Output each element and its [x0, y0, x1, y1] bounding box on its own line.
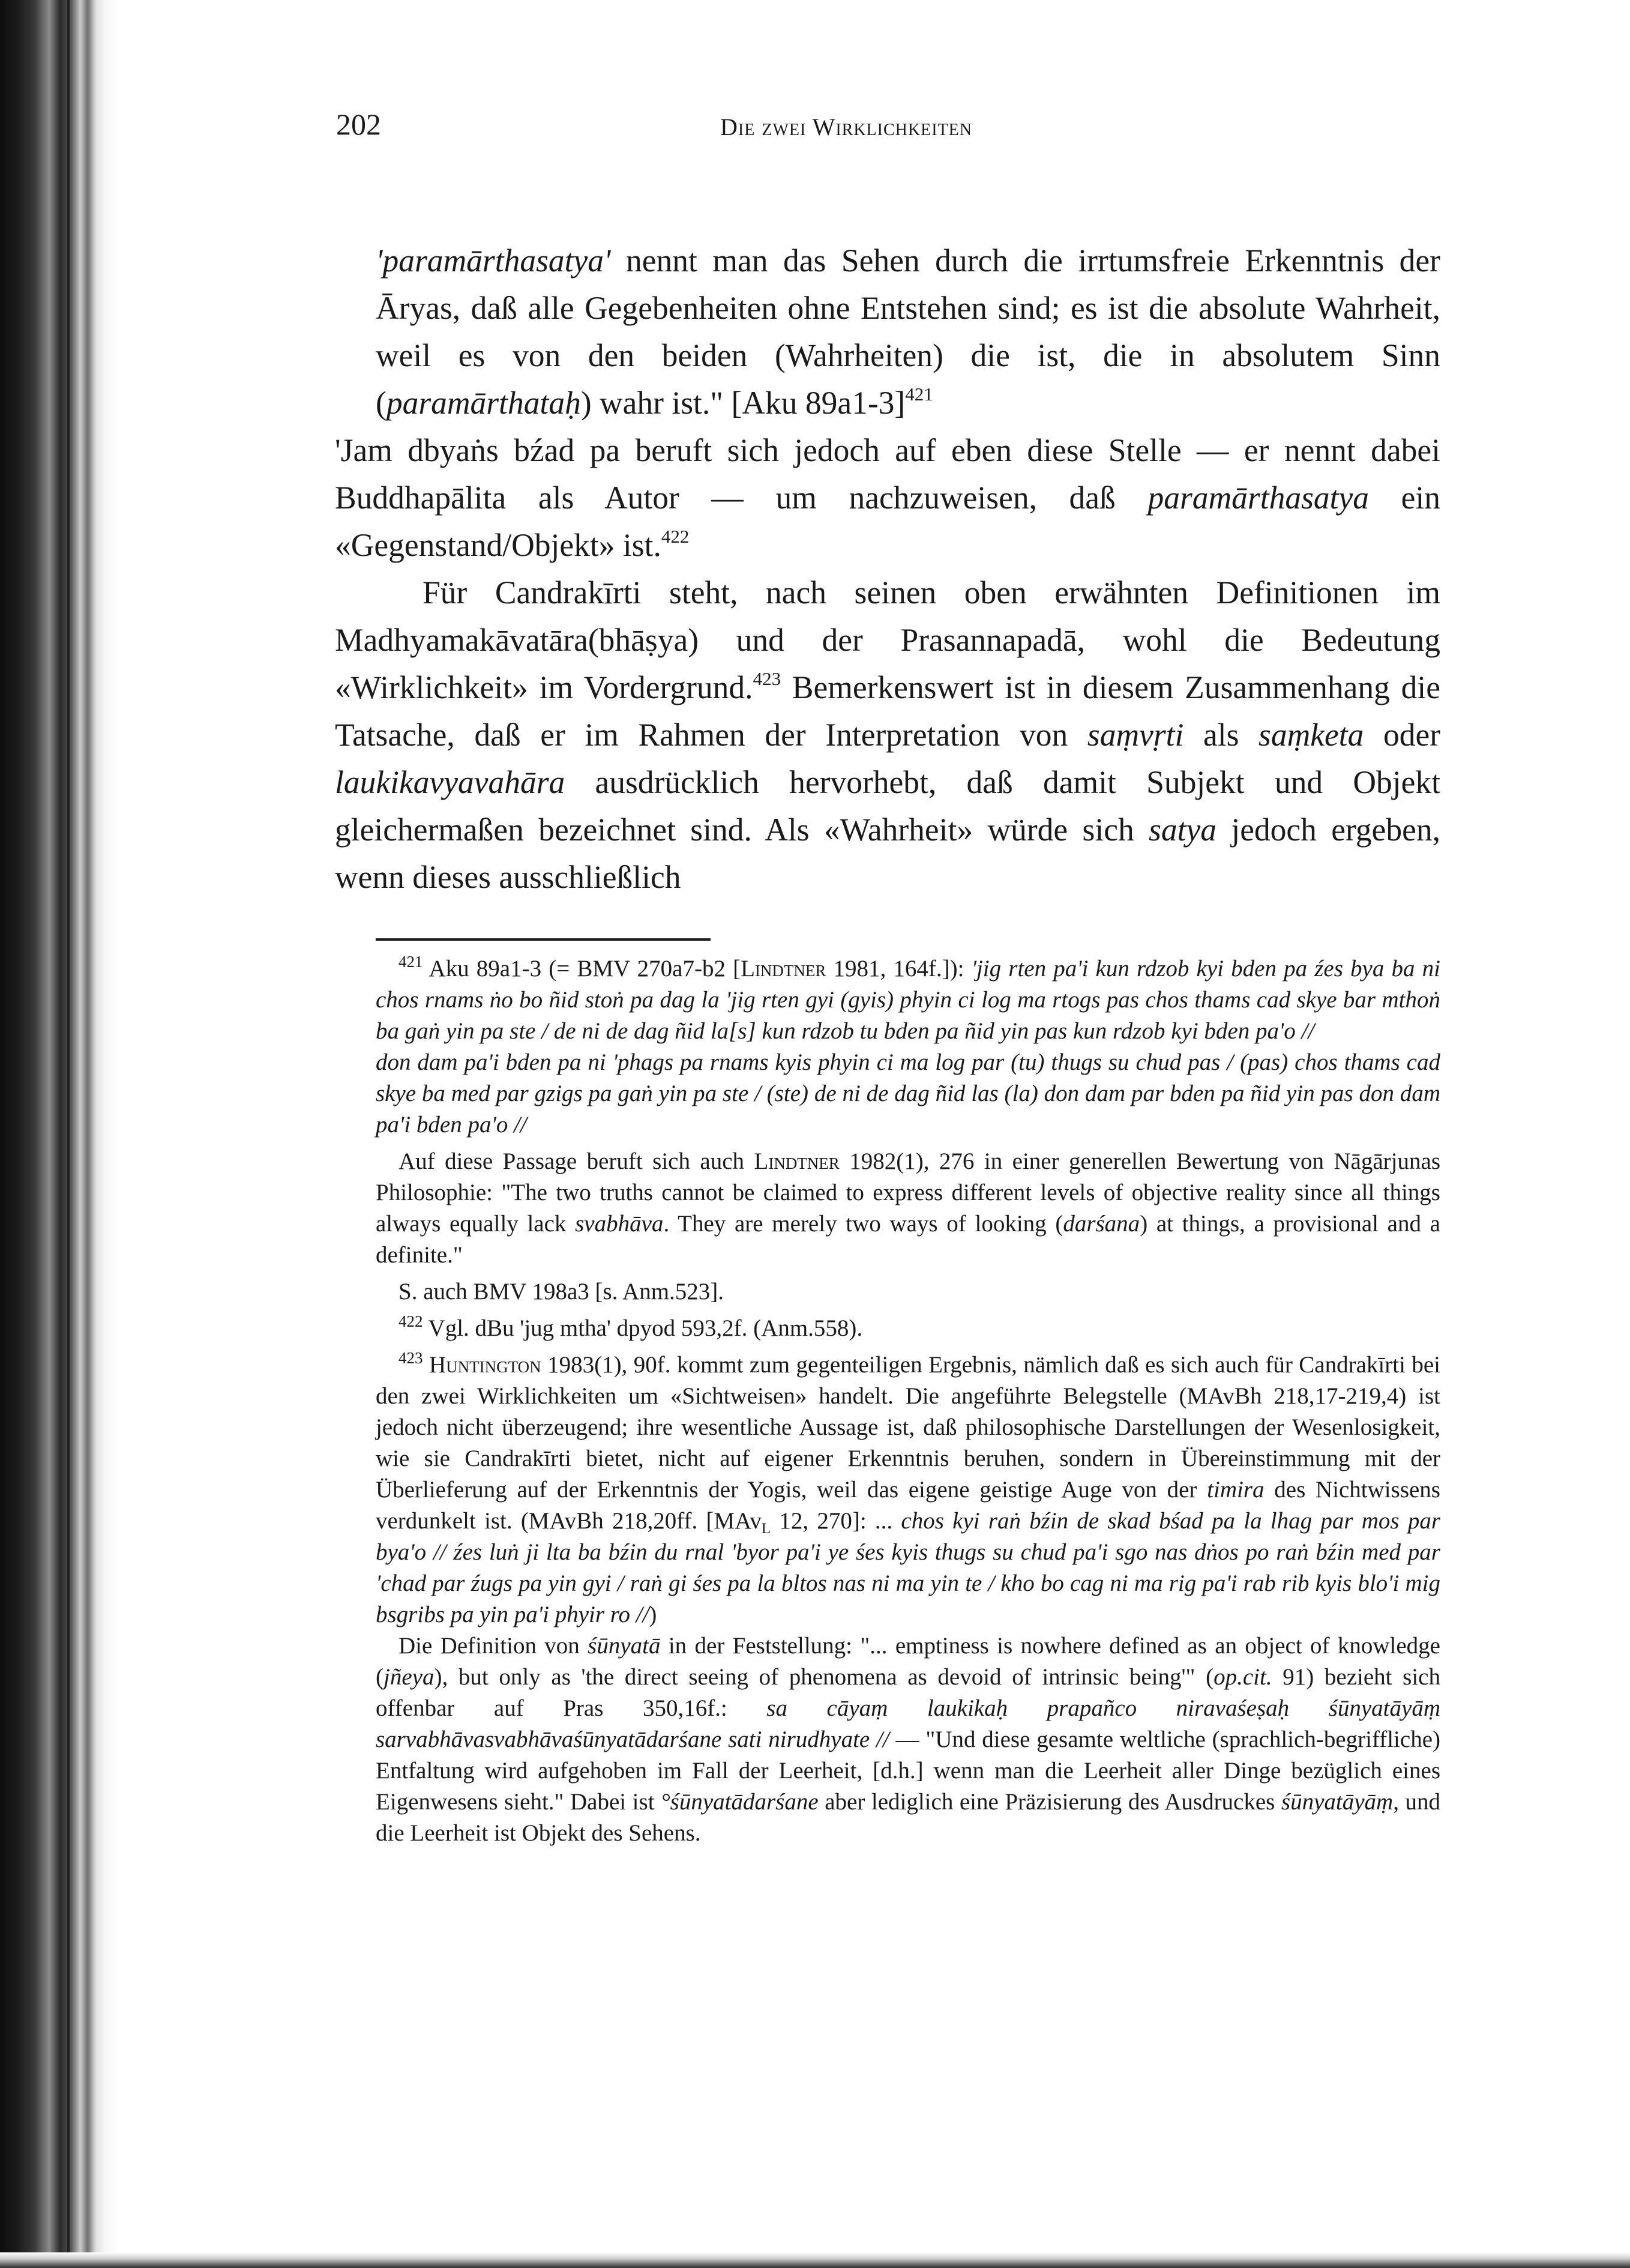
footnotes: [376, 953, 1440, 1854]
footnote-421-para-3: S. auch BMV 198a3 [s. Anm.523].: [398, 1279, 724, 1304]
paragraph-1-text: 'Jam dbyaṅs bźad pa beruft sich jedoch auf eben diese Stelle — er nennt dabei Buddhapālita als Autor — um nachzuweisen, daß: [335, 432, 1440, 516]
fn423-text: 1983(1), 90f. kommt zum gegenteiligen Ergebnis, nämlich daß es sich auch für Candrakīrti bei den zwei Wirklichkeiten um «Sichtweisen» handelt. Die angeführte Belegstelle (MAvBh 218,17-219,4) ist jedoch nicht überzeugend; ihre wesentliche Aussage ist, daß philosophische Darstellungen der Wesenlosigkeit, wie sie Candrakīrti bietet, nicht auf eigener Erkenntnis beruhen, sondern in Übereinstimmung mit der Überlieferung auf der Erkenntnis der Yogis, weil das eigene geistige Auge von der: [376, 1352, 1441, 1503]
footnote-number: 421: [398, 953, 423, 971]
footnote-421-para-2: [376, 1146, 1440, 1271]
footnote-422: [376, 1313, 1440, 1344]
fn423-b-text-4: 91) bezieht sich offenbar auf Pras 350,16f.:: [376, 1664, 1440, 1721]
fn423-text-b: des Nichtwissens verdunkelt ist. (MAvBh 218,20ff. [MAv: [376, 1477, 1440, 1534]
term-satya: satya: [1149, 812, 1216, 848]
fn421-b-text-3: . They are merely two ways of looking (: [663, 1211, 1063, 1237]
fn421-text: Aku 89a1-3 (= BMV 270a7-b2 [: [423, 956, 741, 982]
fn421-author: Lindtner: [741, 956, 826, 982]
fn423-text-c: 12, 270]: ...: [771, 1508, 901, 1534]
fn423-b-italic-1: śūnyatā: [588, 1633, 661, 1659]
fn423-text-d: ): [649, 1602, 657, 1627]
fn421-tibetan-2: don dam pa'i bden pa ni 'phags pa rnams kyis phyin ci ma log par (tu) thugs su chud pas / (pas) chos thams cad skye ba med par gzigs pa gaṅ yin pa ste / (ste) de ni de dag ñid las (la) don dam par bden pa ñid yin pas don dam pa'i bden pa'o //: [376, 1049, 1440, 1138]
paragraph-2-text-d: oder: [1364, 717, 1441, 753]
paragraph-2: [335, 569, 1440, 901]
quote-text-end: ) wahr ist." [Aku 89a1-3]: [580, 385, 906, 421]
footnote-ref-423: 423: [753, 668, 781, 689]
fn421-b-author: Lindtner: [754, 1148, 840, 1174]
binding-line: [67, 0, 70, 2268]
term-laukikavyavahara: laukikavyavahāra: [335, 764, 565, 800]
fn423-b-text-3: ), but only as 'the direct seeing of phenomena as devoid of intrinsic being'" (: [434, 1664, 1214, 1690]
footnote-number: 423: [398, 1349, 423, 1367]
footnote-number: 422: [398, 1312, 423, 1330]
paragraph-2-text-e: ausdrücklich hervorhebt, daß damit Subjekt und Objekt gleichermaßen bezeichnet sind. Als «Wahrheit» würde sich: [335, 764, 1440, 848]
book-binding-shadow: [0, 0, 120, 2268]
footnote-421: [376, 953, 1440, 1047]
fn423-b-text-5: — "Und diese gesamte weltliche (sprachlich-begriffliche) Entfaltung wird aufgehoben im Fall der Leerheit, [d.h.] wenn man die Leerheit aller Dinge bezüglich eines Eigenwesens sieht." Dabei ist: [376, 1727, 1440, 1815]
quote-term: 'paramārthasatya': [376, 243, 611, 279]
fn421-b-text: Auf diese Passage beruft sich auch: [398, 1148, 754, 1174]
paragraph-2-text-f: jedoch ergeben, wenn dieses ausschließlich: [335, 812, 1440, 895]
footnote-423: [376, 1350, 1440, 1630]
term-samvrti: saṃvṛti: [1087, 717, 1184, 753]
fn421-b-italic-2: darśana: [1063, 1211, 1140, 1237]
paragraph-1-italic: paramārthasatya: [1147, 480, 1370, 516]
paragraph-2-text-c: als: [1183, 717, 1259, 753]
fn423-b-text-7: , und die Leerheit ist Objekt des Sehens.: [376, 1789, 1441, 1846]
quote-text: nennt man das Sehen durch die irrtumsfreie Erkenntnis der Āryas, daß alle Gegebenheiten ohne Entstehen sind; es ist die absolute Wahrheit, weil es von den beiden (Wahrheiten) die ist, die in absolutem Sinn (: [376, 243, 1440, 421]
footnote-423-para-2: [376, 1630, 1440, 1849]
fn423-b-italic-6: śūnyatāyāṃ: [1281, 1789, 1394, 1815]
footnote-421-cont: [376, 1047, 1440, 1141]
fn423-italic-timira: timira: [1207, 1477, 1265, 1503]
fn421-tibetan-1: 'jig rten pa'i kun rdzob kyi bden pa źes bya ba ni chos rnams ṅo bo ñid stoṅ pa dag la 'jig rten gyi (gyis) phyin ci log ma rtogs pas chos thams cad skye bar mthoṅ ba gaṅ yin pa ste / de ni de dag ñid la[s] kun rdzob tu bden pa ñid yin pas kun rdzob kyi bden pa'o //: [376, 956, 1440, 1044]
fn422-text: Vgl. dBu 'jug mtha' dpyod 593,2f. (Anm.558).: [423, 1315, 863, 1341]
paragraph-1: [335, 427, 1440, 569]
page-bottom-edge: [0, 2252, 1630, 2268]
paragraph-2-text-b: Bemerkenswert ist in diesem Zusammenhang die Tatsache, daß er im Rahmen der Interpretation von: [335, 669, 1440, 753]
term-samketa: saṃketa: [1259, 717, 1364, 753]
footnote-ref-421: 421: [905, 384, 933, 405]
fn421-b-text-4: ) at things, a provisional and a definite.": [376, 1211, 1440, 1268]
fn423-tibetan: chos kyi raṅ bźin de skad bśad pa la lhag par mos par bya'o // źes luṅ ji lta ba bźin du rnal 'byor pa'i ye śes kyis thugs su chud pa'i sgo nas dṅos po raṅ bźin med par 'chad par źugs pa yin gyi / raṅ gi śes pa la bltos nas ni ma yin te / kho bo cag ni ma rig pa'i rab rib kyis blo'i mig bsgribs pa yin pa'i phyir ro //: [376, 1508, 1440, 1627]
block-quote: [376, 237, 1440, 427]
footnote-ref-422: 422: [661, 526, 690, 547]
fn423-b-italic-4: sa cāyaṃ laukikaḥ prapañco niravaśeṣaḥ śūnyatāyāṃ sarvabhāvasvabhāvaśūnyatādarśane sati nirudhyate //: [376, 1695, 1440, 1752]
quote-italic: paramārthataḥ: [386, 385, 581, 421]
fn423-b-italic-5: °śūnyatādarśane: [661, 1789, 819, 1815]
fn423-b-italic-3: op.cit.: [1213, 1664, 1272, 1690]
fn423-author: Huntington: [429, 1352, 541, 1378]
main-text: [335, 237, 1440, 901]
paragraph-1-text-end: ein «Gegenstand/Objekt» ist.: [335, 480, 1440, 563]
fn421-b-text-2: 1982(1), 276 in einer generellen Bewertung von Nāgārjunas Philosophie: "The two truths cannot be claimed to express different levels of objective reality since all things always equally lack: [376, 1148, 1440, 1237]
fn421-text-b: 1981, 164f.]):: [826, 956, 972, 982]
fn423-b-italic-2: jñeya: [383, 1664, 435, 1690]
footnote-separator: [376, 938, 711, 941]
page-number: 202: [336, 107, 381, 141]
fn423-b-text: Die Definition von: [398, 1633, 588, 1659]
running-head: Die zwei Wirklichkeiten: [720, 113, 972, 140]
fn423-subscript: L: [761, 1521, 771, 1537]
fn423-b-text-6: aber lediglich eine Präzisierung des Ausdruckes: [818, 1789, 1281, 1815]
fn421-b-italic-1: svabhāva: [575, 1211, 664, 1237]
paragraph-2-text: Für Candrakīrti steht, nach seinen oben erwähnten Definitionen im Madhyamakāvatāra(bhāṣya) und der Prasannapadā, wohl die Bedeutung «Wirklichkeit» im Vordergrund.: [335, 575, 1440, 705]
fn423-b-text-2: in der Feststellung: "... emptiness is nowhere defined as an object of knowledge (: [376, 1633, 1440, 1690]
